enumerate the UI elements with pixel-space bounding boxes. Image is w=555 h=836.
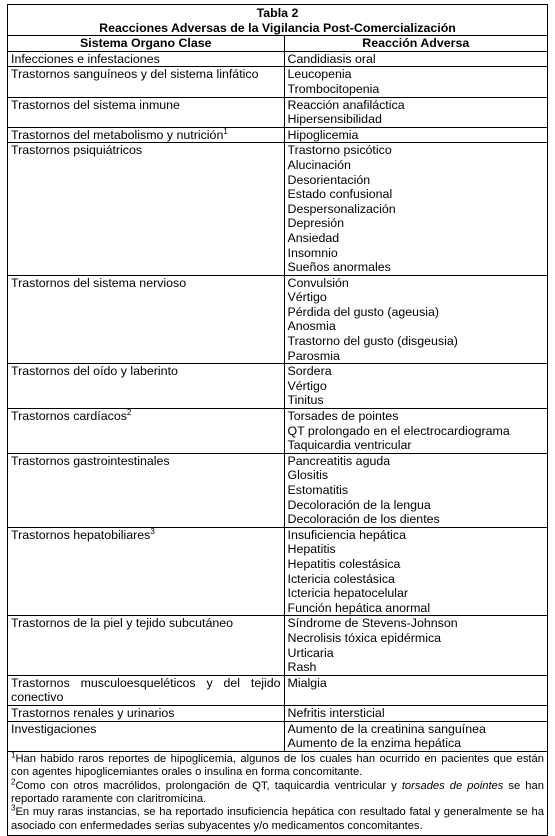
footnote-text: Como con otros macrólidos, prolongación de QT, taquicardia ventricular y [15,779,402,792]
table-row [8,143,547,275]
table-row [8,409,547,454]
column-header-organ-class: Sistema Organo Clase [8,36,284,51]
adverse-reaction-item: Taquicardia ventricular [287,438,412,453]
footnote-2 [11,776,544,807]
table-row [8,705,547,721]
footnote-reference: 1 [223,126,228,136]
column-header-adverse-reaction: Reacción Adversa [284,36,547,51]
adverse-reaction-item: Estado confusional [287,187,393,202]
organ-class-label: Trastornos de la piel y tejido subcutáneo [11,616,234,631]
organ-class-cell [8,721,284,751]
footnote-mark: 1 [11,749,16,759]
organ-class-label: Trastornos del sistema nervioso [11,275,187,290]
adverse-reaction-cell [284,721,547,751]
table-row [8,527,547,616]
table-body [8,51,547,751]
adverse-reaction-item: Glositis [287,468,329,483]
organ-class-cell [8,97,284,127]
organ-class-cell [8,127,284,143]
adverse-reaction-item: Ansiedad [287,230,340,245]
table-row [8,51,547,67]
adverse-reaction-item: Trombocitopenia [287,81,380,96]
adverse-reaction-item: Nefritis intersticial [287,705,385,720]
table-row [8,275,547,364]
footnotes [8,749,547,835]
adverse-reaction-item: QT prolongado en el electrocardiograma [287,423,510,438]
adverse-reaction-item: Hepatitis [287,542,336,557]
adverse-reaction-item: Alucinación [287,157,351,172]
table-row [8,364,547,409]
footnote-text: se han reportado raramente con claritromicina. [11,779,544,805]
adverse-reaction-item: Insuficiencia hepática [287,527,406,542]
adverse-reaction-cell [284,675,547,705]
organ-class-label: Trastornos cardíacos [11,409,127,424]
adverse-reaction-cell [284,616,547,675]
adverse-reaction-item: Estomatitis [287,483,349,497]
organ-class-cell [8,67,284,97]
organ-class-label: Infecciones e infestaciones [11,51,160,66]
organ-class-cell [8,51,284,67]
footnote-1 [11,749,544,780]
adverse-reaction-item: Hepatitis colestásica [287,556,401,571]
adverse-reaction-cell [284,364,547,409]
adverse-reaction-item: Ictericia hepatocelular [287,586,409,601]
table-row [8,453,547,527]
adverse-reaction-cell [284,97,547,127]
adverse-reaction-item: Hipersensibilidad [287,112,382,127]
table-row [8,127,547,143]
organ-class-cell [8,143,284,275]
footnote-mark: 3 [11,803,16,813]
footnote-reference: 2 [126,407,132,417]
adverse-reaction-item: Síndrome de Stevens-Johnson [287,616,458,631]
organ-class-cell [8,616,284,675]
adverse-reaction-item: Sordera [287,364,332,379]
adverse-reaction-item: Trastorno del gusto (disgeusia) [287,334,458,349]
adverse-reaction-item: Torsades de pointes [287,409,399,424]
adverse-reaction-item: Tinitus [287,393,324,408]
table-row [8,97,547,127]
adverse-reaction-cell [284,453,547,527]
adverse-reaction-item: Anosmia [287,319,336,334]
adverse-reaction-cell [284,527,547,616]
organ-class-label: Trastornos del metabolismo y nutrición [11,127,224,142]
organ-class-label: Trastornos gastrointestinales [11,453,170,468]
adverse-reaction-item: Trastorno psicótico [287,143,392,158]
adverse-reaction-item: Vértigo [287,378,327,393]
footnote-reference: 3 [150,526,155,536]
footnote-mark: 2 [11,776,16,786]
organ-class-label: Trastornos musculoesqueléticos y del tejido conectivo [11,675,281,705]
adverse-reaction-item: Leucopenia [287,67,352,82]
organ-class-cell [8,675,284,705]
adverse-reaction-cell [284,127,547,143]
adverse-reaction-item: Convulsión [287,275,349,290]
table-title: Reacciones Adversas de la Vigilancia Post-Comercialización [99,20,456,35]
adverse-reaction-item: Desorientación [287,172,371,187]
adverse-reaction-item: Rash [287,660,317,675]
adverse-reaction-item: Necrolisis tóxica epidérmica [287,630,442,645]
adverse-reaction-cell [284,67,547,97]
organ-class-cell [8,527,284,616]
organ-class-cell [8,705,284,721]
table-row [8,67,547,97]
adverse-reaction-item: Depresión [287,216,344,231]
adverse-reaction-item: Vértigo [287,290,327,305]
adverse-reaction-item: Candidiasis oral [287,51,376,66]
footnote-text: En muy raras instancias, se ha reportado insuficiencia hepática con resultado fatal y generalmente se ha asociado con enfermedades serias subyacentes y/o medicamentos concomitantes. [11,806,544,832]
table-number: Tabla 2 [256,6,299,20]
footnote-text: Han habido raros reportes de hipoglicemia, algunos de los cuales han ocurrido en pacientes que están con agentes hipoglicemiantes orales o insulina en forma concomitante. [11,752,544,779]
organ-class-label: Trastornos renales y urinarios [11,705,175,720]
table-row [8,721,547,751]
organ-class-label: Trastornos del oído y laberinto [11,364,178,379]
adverse-reaction-item: Despersonalización [287,201,396,216]
adverse-reaction-cell [284,51,547,67]
adverse-reaction-item: Sueños anormales [287,260,391,275]
organ-class-cell [8,409,284,454]
adverse-reaction-item: Decoloración de los dientes [287,512,440,527]
table-row [8,616,547,675]
adverse-reaction-item: Aumento de la enzima hepática [287,736,462,751]
organ-class-cell [8,275,284,364]
organ-class-label: Trastornos hepatobiliares [11,527,151,542]
adverse-reaction-item: Pérdida del gusto (ageusia) [287,304,440,319]
adverse-reactions-table [8,36,547,752]
footnote-3 [11,803,544,833]
adverse-reaction-item: Mialgia [287,675,327,690]
organ-class-label: Trastornos psiquiátricos [11,143,143,158]
footnote-text: torsades de pointes [401,779,504,792]
header-row [8,36,547,51]
adverse-reaction-cell [284,705,547,721]
adverse-reaction-item: Pancreatitis aguda [287,453,391,468]
table-row [8,675,547,705]
organ-class-label: Investigaciones [11,721,97,736]
adverse-reaction-item: Ictericia colestásica [287,571,395,586]
adverse-reaction-cell [284,143,547,275]
adverse-reaction-item: Parosmia [287,348,340,363]
adverse-reaction-item: Decoloración de la lengua [287,497,431,512]
adverse-reaction-cell [284,409,547,454]
adverse-reactions-document [7,4,548,836]
organ-class-label: Trastornos sanguíneos y del sistema linfático [11,67,259,82]
adverse-reaction-cell [284,275,547,364]
adverse-reaction-item: Función hepática anormal [287,600,431,615]
adverse-reaction-item: Insomnio [287,245,338,260]
organ-class-cell [8,364,284,409]
organ-class-label: Trastornos del sistema inmune [11,97,180,112]
adverse-reaction-item: Hipoglicemia [287,127,359,142]
organ-class-cell [8,453,284,527]
adverse-reaction-item: Reacción anafiláctica [287,97,405,112]
table-title-block [8,5,547,36]
adverse-reaction-item: Aumento de la creatinina sanguínea [287,721,486,736]
adverse-reaction-item: Urticaria [287,645,334,660]
